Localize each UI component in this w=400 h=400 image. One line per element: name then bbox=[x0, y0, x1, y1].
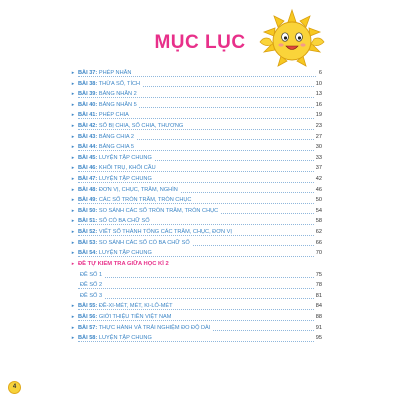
triangle-bullet-icon: ▸ bbox=[71, 101, 75, 108]
toc-entry[interactable]: ▸ BÀI 54: LUYỆN TẬP CHUNG 70 bbox=[78, 248, 318, 259]
toc-entry[interactable]: ▸ BÀI 47: LUYỆN TẬP CHUNG 42 bbox=[78, 174, 318, 185]
triangle-bullet-icon: ▸ bbox=[71, 207, 75, 214]
toc-entry[interactable]: ▸ BÀI 49: CÁC SỐ TRÒN TRĂM, TRÒN CHỤC 50 bbox=[78, 195, 318, 206]
triangle-bullet-icon: ▸ bbox=[71, 314, 75, 321]
toc-entry[interactable]: ▸ BÀI 42: SỐ BỊ CHIA, SỐ CHIA, THƯƠNG 23 bbox=[78, 121, 318, 132]
toc-test-entry[interactable]: ĐỀ SỐ 2 78 bbox=[78, 280, 318, 291]
triangle-bullet-icon: ▸ bbox=[71, 133, 75, 140]
triangle-bullet-icon: ▸ bbox=[71, 165, 75, 172]
toc-entry[interactable]: ▸ BÀI 56: GIỚI THIỆU TIỀN VIỆT NAM 88 bbox=[78, 312, 318, 323]
table-of-contents bbox=[71, 68, 322, 344]
triangle-bullet-icon: ▸ bbox=[71, 324, 75, 331]
toc-entry[interactable]: ▸ BÀI 41: PHÉP CHIA 19 bbox=[78, 110, 318, 121]
triangle-bullet-icon: ▸ bbox=[71, 175, 75, 182]
toc-entry[interactable]: ▸ BÀI 51: SỐ CÓ BA CHỮ SỐ 58 bbox=[78, 216, 318, 227]
triangle-bullet-icon: ▸ bbox=[71, 239, 75, 246]
triangle-bullet-icon: ▸ bbox=[71, 122, 75, 129]
toc-entry[interactable]: ▸ BÀI 45: LUYỆN TẬP CHUNG 33 bbox=[78, 153, 318, 164]
toc-entry[interactable]: ▸ BÀI 53: SO SÁNH CÁC SỐ CÓ BA CHỮ SỐ 66 bbox=[78, 238, 318, 249]
triangle-bullet-icon: ▸ bbox=[71, 250, 75, 257]
toc-entry[interactable]: ▸ BÀI 46: KHỐI TRỤ, KHỐI CẦU 37 bbox=[78, 163, 318, 174]
toc-entry[interactable]: ▸ BÀI 39: BẢNG NHÂN 2 13 bbox=[78, 89, 318, 100]
triangle-bullet-icon: ▸ bbox=[71, 154, 75, 161]
toc-entry[interactable]: ▸ BÀI 50: SO SÁNH CÁC SỐ TRÒN TRĂM, TRÒN CHỤC 54 bbox=[78, 206, 318, 217]
page-title: MỤC LỤC bbox=[154, 32, 246, 53]
triangle-bullet-icon: ▸ bbox=[71, 91, 75, 98]
toc-test-entry[interactable]: ĐỀ SỐ 3 81 bbox=[78, 291, 318, 302]
triangle-bullet-icon: ▸ bbox=[71, 80, 75, 87]
toc-section-heading[interactable]: ▸ ĐỀ TỰ KIỂM TRA GIỮA HỌC KÌ 2 bbox=[78, 259, 318, 270]
page-number-badge: 4 bbox=[8, 381, 21, 394]
toc-entry[interactable]: ▸ BÀI 40: BẢNG NHÂN 5 16 bbox=[78, 100, 318, 111]
triangle-bullet-icon: ▸ bbox=[71, 303, 75, 310]
triangle-bullet-icon: ▸ bbox=[71, 144, 75, 151]
toc-entry[interactable]: ▸ BÀI 58: LUYỆN TẬP CHUNG 95 bbox=[78, 333, 318, 344]
triangle-bullet-icon: ▸ bbox=[71, 197, 75, 204]
toc-entry[interactable]: ▸ BÀI 44: BẢNG CHIA 5 30 bbox=[78, 142, 318, 153]
triangle-bullet-icon: ▸ bbox=[71, 218, 75, 225]
triangle-bullet-icon: ▸ bbox=[71, 112, 75, 119]
toc-entry[interactable]: ▸ BÀI 52: VIẾT SỐ THÀNH TỔNG CÁC TRĂM, CHỤC, ĐƠN VỊ 62 bbox=[78, 227, 318, 238]
toc-entry[interactable]: ▸ BÀI 57: THỰC HÀNH VÀ TRẢI NGHIỆM ĐO ĐỘ DÀI 91 bbox=[78, 323, 318, 334]
toc-entry[interactable]: ▸ BÀI 48: ĐƠN VỊ, CHỤC, TRĂM, NGHÌN 46 bbox=[78, 185, 318, 196]
toc-entry[interactable]: ▸ BÀI 43: BẢNG CHIA 2 27 bbox=[78, 132, 318, 143]
triangle-bullet-icon: ▸ bbox=[71, 70, 75, 76]
toc-entry[interactable]: ▸ BÀI 55: ĐỀ-XI-MÉT, MÉT, KI-LÔ-MÉT 84 bbox=[78, 301, 318, 312]
toc-test-entry[interactable]: ĐỀ SỐ 1 75 bbox=[78, 270, 318, 281]
triangle-bullet-icon: ▸ bbox=[71, 186, 75, 193]
triangle-bullet-icon: ▸ bbox=[71, 228, 75, 235]
toc-entry[interactable]: ▸ BÀI 37: PHÉP NHÂN 6 bbox=[78, 68, 318, 79]
toc-entry[interactable]: ▸ BÀI 38: THỪA SỐ, TÍCH 10 bbox=[78, 79, 318, 90]
triangle-bullet-icon: ▸ bbox=[71, 335, 75, 342]
triangle-bullet-icon: ▸ bbox=[71, 260, 75, 267]
